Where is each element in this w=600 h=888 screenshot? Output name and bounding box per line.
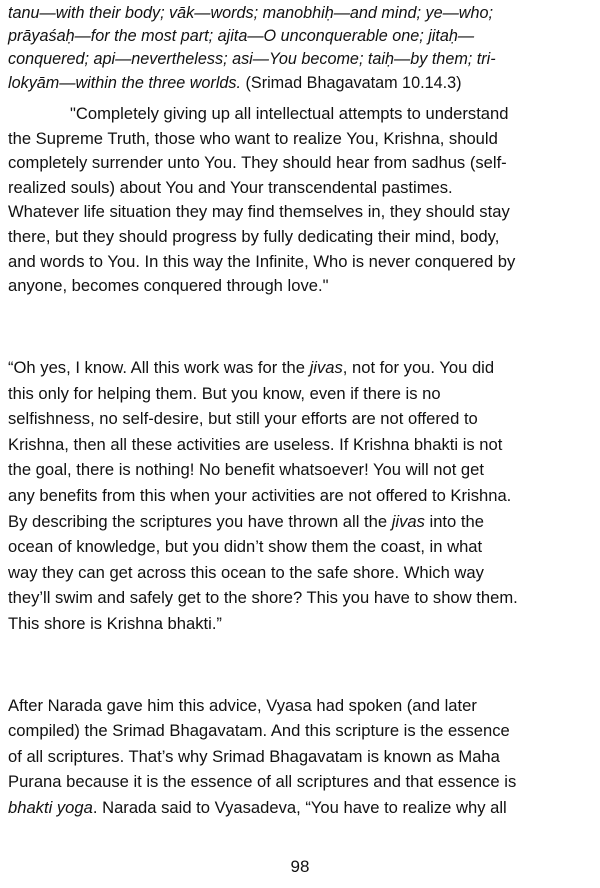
text-run-italic: bhakti yoga — [8, 797, 93, 817]
paragraph-line: compiled) the Srimad Bhagavatam. And this scripture is the essence — [8, 721, 510, 741]
paragraph-vyasa — [8, 693, 598, 820]
gloss-line: prāyaśaḥ—for the most part; ajita—O unconquerable one; jitaḥ— — [8, 27, 475, 46]
paragraph-line: of all scriptures. That’s why Srimad Bhagavatam is known as Maha — [8, 746, 500, 766]
page-number: 98 — [290, 857, 310, 876]
gloss-line-italic: lokyām—within the three worlds. — [8, 73, 242, 92]
paragraph-line: this only for helping them. But you know, even if there is no — [8, 383, 441, 403]
text-run: . Narada said to Vyasadeva, “You have to realize why all — [92, 797, 507, 817]
paragraph-line — [8, 355, 600, 381]
quote-line: there, but they should progress by fully dedicating their mind, body, — [8, 226, 500, 246]
quote-line: and words to You. In this way the Infinite, Who is never conquered by — [8, 251, 516, 271]
gloss-line: tanu—with their body; vāk—words; manobhiḥ—and mind; ye—who; — [8, 4, 493, 22]
gloss-line: conquered; api—nevertheless; asi—You become; taiḥ—by them; tri- — [8, 50, 496, 69]
paragraph-line: This shore is Krishna bhakti.” — [8, 613, 222, 633]
paragraph-line: Purana because it is the essence of all scriptures and that essence is — [8, 772, 517, 792]
verse-reference: (Srimad Bhagavatam 10.14.3) — [241, 73, 462, 92]
text-run: , not for you. You did — [342, 358, 495, 377]
text-run: into the — [424, 511, 484, 531]
paragraph-line — [8, 509, 600, 535]
gloss-line — [8, 72, 598, 95]
text-run-italic: jivas — [391, 511, 425, 531]
text-run: By describing the scriptures you have thrown all the — [8, 511, 392, 531]
paragraph-line: After Narada gave him this advice, Vyasa had spoken (and later — [8, 696, 477, 715]
paragraph-line: Krishna, then all these activities are useless. If Krishna bhakti is not — [8, 434, 503, 454]
quote-line: "Completely giving up all intellectual attempts to understand — [70, 104, 509, 123]
paragraph-line: way they can get across this ocean to the safe shore. Which way — [8, 562, 484, 582]
verse-word-gloss — [8, 2, 598, 95]
quote-line: Whatever life situation they may find themselves in, they should stay — [8, 202, 510, 222]
paragraph-line: ocean of knowledge, but you didn’t show them the coast, in what — [8, 537, 483, 557]
quote-line: the Supreme Truth, those who want to realize You, Krishna, should — [8, 128, 498, 148]
text-run: “Oh yes, I know. All this work was for the — [8, 358, 310, 377]
quote-line: anyone, becomes conquered through love." — [8, 276, 329, 296]
text-run-italic: jivas — [309, 358, 343, 377]
paragraph-line: selfishness, no self-desire, but still your efforts are not offered to — [8, 409, 478, 429]
verse-translation — [8, 102, 594, 299]
quote-line: realized souls) about You and Your transcendental pastimes. — [8, 177, 453, 197]
paragraph-line: the goal, there is nothing! No benefit whatsoever! You will not get — [8, 460, 485, 480]
paragraph-line — [8, 795, 598, 820]
quote-line: completely surrender unto You. They should hear from sadhus (self- — [8, 153, 507, 173]
paragraph-narada-speech — [8, 355, 600, 637]
paragraph-line: they’ll swim and safely get to the shore? This you have to show them. — [8, 588, 518, 608]
paragraph-line: any benefits from this when your activities are not offered to Krishna. — [8, 485, 512, 505]
